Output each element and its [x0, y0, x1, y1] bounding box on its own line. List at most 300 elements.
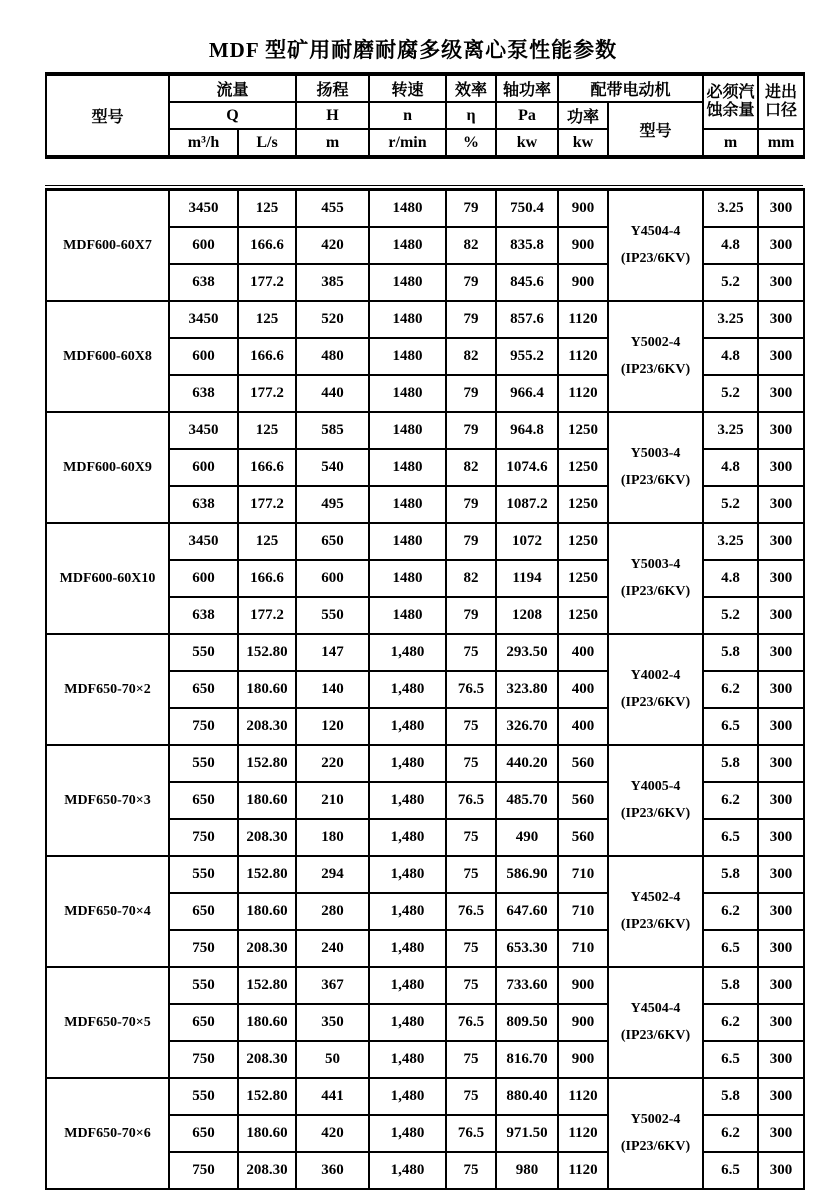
cell-pump-model: MDF650-70×2	[46, 634, 169, 745]
cell-motor-power: 1250	[558, 523, 608, 560]
cell-efficiency: 82	[446, 560, 496, 597]
cell-flow-ls: 152.80	[238, 967, 296, 1004]
col-header-motor-group: 配带电动机	[558, 74, 703, 102]
cell-diameter: 300	[758, 412, 804, 449]
cell-motor-power: 400	[558, 708, 608, 745]
cell-diameter: 300	[758, 745, 804, 782]
cell-diameter: 300	[758, 819, 804, 856]
motor-model-line: Y5002-4	[630, 1111, 681, 1127]
cell-head: 440	[296, 375, 369, 412]
motor-model-line: Y4502-4	[630, 889, 681, 905]
cell-speed: 1,480	[369, 819, 446, 856]
cell-flow-m3h: 650	[169, 671, 238, 708]
cell-motor-model	[608, 634, 703, 745]
col-unit-diameter: mm	[758, 129, 804, 157]
col-header-pump-model: 型号	[46, 74, 169, 157]
col-header-npsh	[703, 74, 758, 129]
cell-npsh: 5.2	[703, 375, 758, 412]
cell-speed: 1480	[369, 301, 446, 338]
cell-head: 495	[296, 486, 369, 523]
data-table-wrapper	[45, 185, 803, 1190]
cell-efficiency: 75	[446, 819, 496, 856]
cell-shaft-power: 1087.2	[496, 486, 558, 523]
cell-npsh: 5.2	[703, 264, 758, 301]
cell-flow-ls: 152.80	[238, 634, 296, 671]
cell-shaft-power: 653.30	[496, 930, 558, 967]
cell-flow-ls: 125	[238, 301, 296, 338]
cell-flow-ls: 208.30	[238, 1041, 296, 1078]
cell-head: 420	[296, 227, 369, 264]
cell-flow-ls: 152.80	[238, 1078, 296, 1115]
cell-efficiency: 82	[446, 227, 496, 264]
table-row	[46, 967, 804, 1004]
cell-speed: 1,480	[369, 930, 446, 967]
cell-npsh: 5.8	[703, 967, 758, 1004]
col-header-motor-model: 型号	[608, 102, 703, 157]
cell-diameter: 300	[758, 301, 804, 338]
cell-speed: 1480	[369, 190, 446, 228]
cell-motor-power: 1120	[558, 338, 608, 375]
cell-diameter: 300	[758, 375, 804, 412]
cell-speed: 1480	[369, 375, 446, 412]
cell-npsh: 3.25	[703, 523, 758, 560]
cell-flow-ls: 125	[238, 523, 296, 560]
cell-motor-power: 1120	[558, 375, 608, 412]
cell-speed: 1,480	[369, 745, 446, 782]
col-unit-shaft-power: kw	[496, 129, 558, 157]
cell-motor-power: 400	[558, 671, 608, 708]
motor-model-line: (IP23/6KV)	[620, 694, 691, 710]
cell-efficiency: 79	[446, 597, 496, 634]
cell-efficiency: 76.5	[446, 893, 496, 930]
cell-efficiency: 79	[446, 486, 496, 523]
cell-npsh: 6.5	[703, 1152, 758, 1189]
cell-speed: 1,480	[369, 893, 446, 930]
cell-flow-ls: 180.60	[238, 782, 296, 819]
cell-motor-power: 900	[558, 190, 608, 228]
cell-flow-m3h: 550	[169, 634, 238, 671]
table-row	[46, 1078, 804, 1115]
cell-head: 50	[296, 1041, 369, 1078]
cell-npsh: 6.2	[703, 1004, 758, 1041]
cell-head: 240	[296, 930, 369, 967]
cell-flow-m3h: 550	[169, 1078, 238, 1115]
cell-speed: 1480	[369, 338, 446, 375]
motor-model-line: Y5002-4	[630, 334, 681, 350]
cell-motor-power: 900	[558, 264, 608, 301]
cell-efficiency: 75	[446, 856, 496, 893]
cell-flow-m3h: 750	[169, 1041, 238, 1078]
cell-efficiency: 76.5	[446, 1004, 496, 1041]
cell-flow-m3h: 3450	[169, 412, 238, 449]
col-unit-npsh: m	[703, 129, 758, 157]
cell-flow-m3h: 650	[169, 1004, 238, 1041]
cell-flow-ls: 180.60	[238, 1004, 296, 1041]
cell-npsh: 6.2	[703, 782, 758, 819]
cell-flow-ls: 180.60	[238, 671, 296, 708]
cell-diameter: 300	[758, 449, 804, 486]
cell-motor-power: 1120	[558, 1115, 608, 1152]
cell-efficiency: 82	[446, 449, 496, 486]
cell-shaft-power: 845.6	[496, 264, 558, 301]
cell-speed: 1,480	[369, 634, 446, 671]
cell-shaft-power: 1074.6	[496, 449, 558, 486]
col-symbol-efficiency: η	[446, 102, 496, 129]
table-row	[46, 634, 804, 671]
cell-motor-power: 900	[558, 1041, 608, 1078]
cell-head: 280	[296, 893, 369, 930]
cell-flow-m3h: 550	[169, 856, 238, 893]
cell-motor-power: 1250	[558, 560, 608, 597]
cell-npsh: 6.2	[703, 1115, 758, 1152]
cell-head: 367	[296, 967, 369, 1004]
motor-model-line: Y4504-4	[630, 223, 681, 239]
cell-efficiency: 75	[446, 1152, 496, 1189]
cell-motor-power: 560	[558, 819, 608, 856]
motor-model-line: (IP23/6KV)	[620, 583, 691, 599]
cell-shaft-power: 857.6	[496, 301, 558, 338]
col-symbol-flow: Q	[169, 102, 296, 129]
cell-pump-model: MDF600-60X8	[46, 301, 169, 412]
cell-diameter: 300	[758, 708, 804, 745]
cell-flow-m3h: 600	[169, 449, 238, 486]
cell-diameter: 300	[758, 967, 804, 1004]
cell-head: 147	[296, 634, 369, 671]
table-row	[46, 856, 804, 893]
cell-flow-ls: 152.80	[238, 856, 296, 893]
cell-flow-m3h: 638	[169, 597, 238, 634]
cell-diameter: 300	[758, 1004, 804, 1041]
cell-motor-power: 560	[558, 782, 608, 819]
cell-flow-ls: 208.30	[238, 819, 296, 856]
npsh-label-line1: 必须汽	[706, 83, 755, 101]
cell-efficiency: 79	[446, 523, 496, 560]
cell-efficiency: 76.5	[446, 1115, 496, 1152]
cell-head: 350	[296, 1004, 369, 1041]
col-header-motor-power: 功率	[558, 102, 608, 129]
cell-head: 120	[296, 708, 369, 745]
cell-flow-m3h: 650	[169, 1115, 238, 1152]
cell-npsh: 3.25	[703, 301, 758, 338]
cell-head: 294	[296, 856, 369, 893]
cell-motor-model	[608, 523, 703, 634]
table-row	[46, 745, 804, 782]
cell-motor-power: 1120	[558, 1152, 608, 1189]
cell-flow-ls: 166.6	[238, 338, 296, 375]
cell-flow-ls: 180.60	[238, 893, 296, 930]
col-symbol-speed: n	[369, 102, 446, 129]
cell-head: 140	[296, 671, 369, 708]
cell-motor-power: 710	[558, 856, 608, 893]
header-table	[45, 72, 805, 159]
cell-diameter: 300	[758, 560, 804, 597]
col-unit-flow-ls: L/s	[238, 129, 296, 157]
cell-npsh: 5.8	[703, 745, 758, 782]
cell-flow-m3h: 750	[169, 930, 238, 967]
cell-shaft-power: 955.2	[496, 338, 558, 375]
motor-model-line: Y4005-4	[630, 778, 681, 794]
table-row	[46, 523, 804, 560]
diameter-label-line2: 口径	[765, 102, 798, 119]
cell-npsh: 6.2	[703, 671, 758, 708]
col-header-flow: 流量	[169, 74, 296, 102]
cell-efficiency: 79	[446, 301, 496, 338]
col-unit-head: m	[296, 129, 369, 157]
cell-pump-model: MDF650-70×5	[46, 967, 169, 1078]
cell-motor-power: 1250	[558, 449, 608, 486]
col-symbol-shaft-power: Pa	[496, 102, 558, 129]
cell-motor-power: 400	[558, 634, 608, 671]
cell-efficiency: 75	[446, 745, 496, 782]
cell-speed: 1,480	[369, 1004, 446, 1041]
cell-shaft-power: 490	[496, 819, 558, 856]
cell-motor-power: 1120	[558, 1078, 608, 1115]
col-header-efficiency: 效率	[446, 74, 496, 102]
cell-shaft-power: 1208	[496, 597, 558, 634]
cell-speed: 1480	[369, 597, 446, 634]
col-unit-flow-m3h: m³/h	[169, 129, 238, 157]
cell-npsh: 3.25	[703, 190, 758, 228]
cell-shaft-power: 440.20	[496, 745, 558, 782]
cell-diameter: 300	[758, 523, 804, 560]
col-unit-speed: r/min	[369, 129, 446, 157]
cell-speed: 1480	[369, 264, 446, 301]
cell-diameter: 300	[758, 856, 804, 893]
cell-speed: 1480	[369, 560, 446, 597]
cell-diameter: 300	[758, 671, 804, 708]
cell-motor-model	[608, 745, 703, 856]
cell-shaft-power: 586.90	[496, 856, 558, 893]
cell-efficiency: 79	[446, 375, 496, 412]
cell-speed: 1480	[369, 523, 446, 560]
cell-head: 385	[296, 264, 369, 301]
cell-npsh: 5.2	[703, 486, 758, 523]
cell-diameter: 300	[758, 893, 804, 930]
cell-shaft-power: 964.8	[496, 412, 558, 449]
cell-shaft-power: 1072	[496, 523, 558, 560]
cell-flow-ls: 166.6	[238, 560, 296, 597]
cell-shaft-power: 980	[496, 1152, 558, 1189]
cell-npsh: 6.5	[703, 819, 758, 856]
cell-flow-ls: 166.6	[238, 449, 296, 486]
cell-head: 550	[296, 597, 369, 634]
cell-flow-m3h: 550	[169, 745, 238, 782]
cell-motor-model	[608, 301, 703, 412]
cell-efficiency: 76.5	[446, 782, 496, 819]
cell-shaft-power: 647.60	[496, 893, 558, 930]
motor-model-line: (IP23/6KV)	[620, 805, 691, 821]
cell-head: 220	[296, 745, 369, 782]
cell-speed: 1,480	[369, 782, 446, 819]
table-row	[46, 301, 804, 338]
cell-diameter: 300	[758, 1078, 804, 1115]
col-header-head: 扬程	[296, 74, 369, 102]
cell-motor-model	[608, 967, 703, 1078]
col-symbol-head: H	[296, 102, 369, 129]
cell-head: 585	[296, 412, 369, 449]
cell-shaft-power: 809.50	[496, 1004, 558, 1041]
cell-motor-power: 560	[558, 745, 608, 782]
motor-model-line: (IP23/6KV)	[620, 472, 691, 488]
cell-efficiency: 76.5	[446, 671, 496, 708]
cell-flow-m3h: 650	[169, 782, 238, 819]
cell-shaft-power: 880.40	[496, 1078, 558, 1115]
cell-motor-model	[608, 190, 703, 302]
cell-flow-ls: 208.30	[238, 1152, 296, 1189]
header-row-1	[46, 74, 804, 102]
cell-efficiency: 75	[446, 708, 496, 745]
cell-flow-m3h: 550	[169, 967, 238, 1004]
cell-motor-power: 1250	[558, 412, 608, 449]
col-header-diameter	[758, 74, 804, 129]
cell-head: 650	[296, 523, 369, 560]
cell-shaft-power: 1194	[496, 560, 558, 597]
cell-flow-m3h: 3450	[169, 523, 238, 560]
cell-speed: 1,480	[369, 671, 446, 708]
cell-flow-m3h: 600	[169, 338, 238, 375]
cell-diameter: 300	[758, 782, 804, 819]
cell-shaft-power: 326.70	[496, 708, 558, 745]
cell-speed: 1,480	[369, 967, 446, 1004]
cell-efficiency: 75	[446, 1078, 496, 1115]
cell-pump-model: MDF600-60X9	[46, 412, 169, 523]
col-unit-motor-power: kw	[558, 129, 608, 157]
cell-flow-ls: 177.2	[238, 486, 296, 523]
table-row	[46, 412, 804, 449]
cell-speed: 1,480	[369, 708, 446, 745]
cell-npsh: 6.2	[703, 893, 758, 930]
cell-motor-power: 900	[558, 1004, 608, 1041]
cell-motor-power: 900	[558, 227, 608, 264]
cell-diameter: 300	[758, 1115, 804, 1152]
cell-shaft-power: 485.70	[496, 782, 558, 819]
cell-shaft-power: 323.80	[496, 671, 558, 708]
cell-speed: 1,480	[369, 1115, 446, 1152]
cell-head: 540	[296, 449, 369, 486]
cell-pump-model: MDF600-60X10	[46, 523, 169, 634]
cell-motor-power: 1250	[558, 486, 608, 523]
table-row	[46, 190, 804, 228]
cell-speed: 1480	[369, 449, 446, 486]
cell-shaft-power: 293.50	[496, 634, 558, 671]
cell-speed: 1480	[369, 412, 446, 449]
cell-speed: 1,480	[369, 856, 446, 893]
motor-model-line: (IP23/6KV)	[620, 916, 691, 932]
cell-efficiency: 75	[446, 930, 496, 967]
cell-flow-ls: 180.60	[238, 1115, 296, 1152]
cell-pump-model: MDF600-60X7	[46, 190, 169, 302]
cell-pump-model: MDF650-70×3	[46, 745, 169, 856]
cell-flow-m3h: 750	[169, 1152, 238, 1189]
cell-efficiency: 82	[446, 338, 496, 375]
cell-flow-m3h: 750	[169, 708, 238, 745]
cell-speed: 1,480	[369, 1152, 446, 1189]
motor-model-line: Y5003-4	[630, 445, 681, 461]
cell-flow-m3h: 638	[169, 264, 238, 301]
cell-shaft-power: 750.4	[496, 190, 558, 228]
cell-motor-power: 1120	[558, 301, 608, 338]
cell-shaft-power: 835.8	[496, 227, 558, 264]
cell-speed: 1,480	[369, 1041, 446, 1078]
cell-motor-model	[608, 412, 703, 523]
cell-diameter: 300	[758, 930, 804, 967]
cell-head: 520	[296, 301, 369, 338]
cell-pump-model: MDF650-70×4	[46, 856, 169, 967]
cell-speed: 1480	[369, 486, 446, 523]
motor-model-line: Y5003-4	[630, 556, 681, 572]
cell-flow-ls: 177.2	[238, 597, 296, 634]
cell-shaft-power: 816.70	[496, 1041, 558, 1078]
diameter-label-line1: 进出	[765, 83, 798, 101]
cell-motor-power: 710	[558, 893, 608, 930]
cell-motor-model	[608, 856, 703, 967]
cell-head: 360	[296, 1152, 369, 1189]
cell-efficiency: 75	[446, 967, 496, 1004]
cell-flow-m3h: 638	[169, 375, 238, 412]
cell-diameter: 300	[758, 1152, 804, 1189]
page-title: MDF 型矿用耐磨耐腐多级离心泵性能参数	[208, 38, 618, 62]
cell-npsh: 3.25	[703, 412, 758, 449]
cell-speed: 1480	[369, 227, 446, 264]
cell-shaft-power: 966.4	[496, 375, 558, 412]
cell-diameter: 300	[758, 190, 804, 228]
col-header-speed: 转速	[369, 74, 446, 102]
motor-model-line: Y4504-4	[630, 1000, 681, 1016]
motor-model-line: (IP23/6KV)	[620, 361, 691, 377]
cell-head: 441	[296, 1078, 369, 1115]
data-table	[45, 188, 805, 1190]
cell-flow-ls: 125	[238, 190, 296, 228]
cell-npsh: 6.5	[703, 1041, 758, 1078]
cell-head: 480	[296, 338, 369, 375]
cell-npsh: 4.8	[703, 338, 758, 375]
cell-head: 600	[296, 560, 369, 597]
cell-flow-m3h: 3450	[169, 301, 238, 338]
cell-npsh: 6.5	[703, 708, 758, 745]
cell-head: 210	[296, 782, 369, 819]
motor-model-line: (IP23/6KV)	[620, 1027, 691, 1043]
cell-speed: 1,480	[369, 1078, 446, 1115]
cell-efficiency: 79	[446, 190, 496, 228]
cell-head: 180	[296, 819, 369, 856]
cell-head: 420	[296, 1115, 369, 1152]
cell-head: 455	[296, 190, 369, 228]
cell-diameter: 300	[758, 634, 804, 671]
cell-efficiency: 79	[446, 264, 496, 301]
cell-flow-m3h: 750	[169, 819, 238, 856]
cell-flow-ls: 166.6	[238, 227, 296, 264]
cell-efficiency: 75	[446, 634, 496, 671]
cell-efficiency: 75	[446, 1041, 496, 1078]
motor-model-line: Y4002-4	[630, 667, 681, 683]
cell-diameter: 300	[758, 338, 804, 375]
cell-motor-power: 710	[558, 930, 608, 967]
cell-motor-power: 900	[558, 967, 608, 1004]
col-header-shaft-power: 轴功率	[496, 74, 558, 102]
cell-npsh: 4.8	[703, 227, 758, 264]
cell-npsh: 5.2	[703, 597, 758, 634]
cell-motor-power: 1250	[558, 597, 608, 634]
cell-flow-ls: 177.2	[238, 264, 296, 301]
cell-flow-ls: 208.30	[238, 930, 296, 967]
cell-flow-ls: 125	[238, 412, 296, 449]
cell-npsh: 4.8	[703, 449, 758, 486]
cell-flow-m3h: 650	[169, 893, 238, 930]
cell-diameter: 300	[758, 264, 804, 301]
cell-flow-m3h: 600	[169, 560, 238, 597]
cell-shaft-power: 733.60	[496, 967, 558, 1004]
cell-diameter: 300	[758, 227, 804, 264]
